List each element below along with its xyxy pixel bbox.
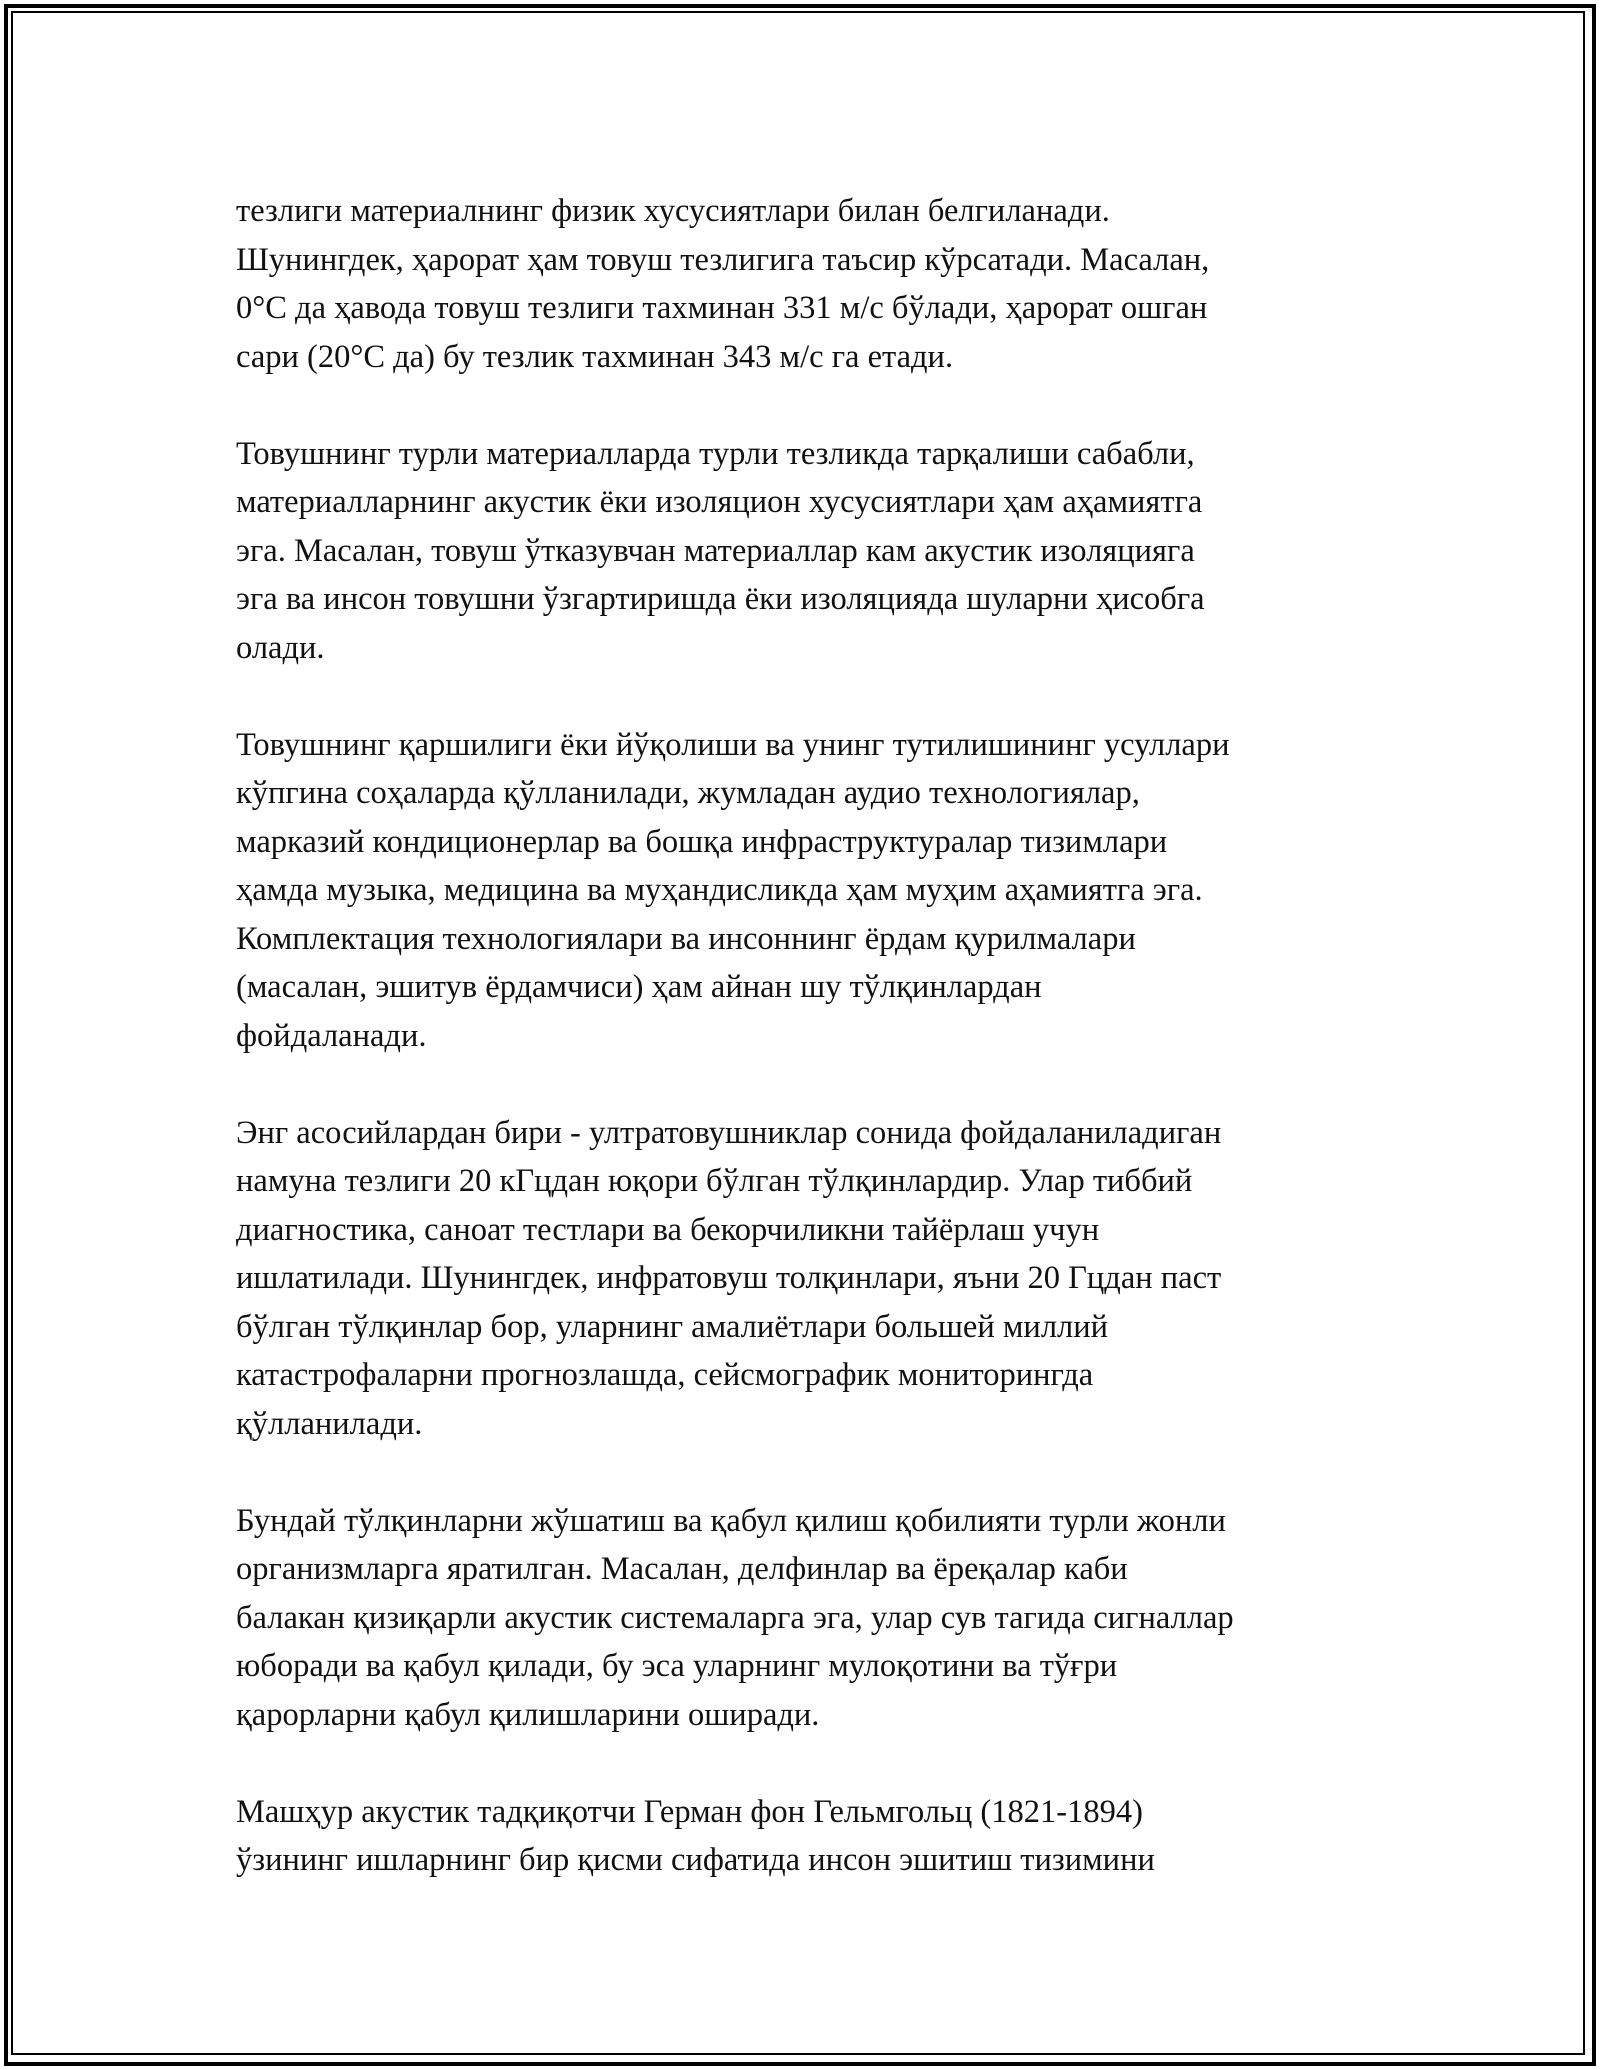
- paragraph-1: [236, 187, 1376, 381]
- text-line: Комплектация технологиялари ва инсоннинг ёрдам қурилмалари: [236, 920, 1136, 957]
- document-body: [236, 187, 1376, 1933]
- text-line: ишлатилади. Шунингдек, инфратовуш толқинлари, яъни 20 Гцдан паст: [236, 1260, 1222, 1296]
- text-line: эга ва инсон товушни ўзгартиришда ёки изоляцияда шуларни ҳисобга: [236, 581, 1205, 617]
- paragraph-2: [236, 430, 1376, 673]
- text-line: организмларга яратилган. Масалан, делфинлар ва ёреқалар каби: [236, 1551, 1128, 1587]
- text-line: катастрофаларни прогнозлашда, сейсмографик мониторингда: [236, 1357, 1094, 1393]
- text-line: кўпгина соҳаларда қўлланилади, жумладан аудио технологиялар,: [236, 775, 1140, 811]
- text-line: намуна тезлиги 20 кГцдан юқори бўлган тўлқинлардир. Улар тиббий: [236, 1163, 1193, 1199]
- paragraph-6: [236, 1788, 1376, 1885]
- text-line: эга. Масалан, товуш ўтказувчан материаллар кам акустик изоляцияга: [236, 532, 1195, 569]
- paragraph-4: [236, 1109, 1376, 1449]
- text-line: қарорларни қабул қилишларини оширади.: [236, 1696, 820, 1733]
- text-line: ўзининг ишларнинг бир қисми сифатида инсон эшитиш тизимини: [236, 1842, 1155, 1878]
- text-line: Машҳур акустик тадқиқотчи Герман фон Гельмгольц (1821-1894): [236, 1793, 1143, 1830]
- text-line: фойдаланади.: [236, 1017, 427, 1054]
- paragraph-3: [236, 721, 1376, 1061]
- text-line: балакан қизиқарли акустик системаларга эга, улар сув тагида сигналлар: [236, 1599, 1234, 1636]
- text-line: олади.: [236, 629, 325, 666]
- paragraph-5: [236, 1497, 1376, 1740]
- text-line: сари (20°C да) бу тезлик тахминан 343 м/с га етади.: [236, 338, 954, 375]
- text-line: Товушнинг турли материалларда турли тезликда тарқалиши сабабли,: [236, 435, 1195, 472]
- text-line: Энг асосийлардан бири - ултратовушниклар сонида фойдаланиладиган: [236, 1114, 1222, 1151]
- text-line: бўлган тўлқинлар бор, уларнинг амалиётлари большей миллий: [236, 1308, 1109, 1345]
- text-line: (масалан, эшитув ёрдамчиси) ҳам айнан шу тўлқинлардан: [236, 969, 1042, 1005]
- text-line: Бундай тўлқинларни жўшатиш ва қабул қилиш қобилияти турли жонли: [236, 1502, 1226, 1539]
- text-line: Товушнинг қаршилиги ёки йўқолиши ва унинг тутилишининг усуллари: [236, 726, 1230, 763]
- text-line: қўлланилади.: [236, 1405, 423, 1442]
- text-line: тезлиги материалнинг физик хусусиятлари билан белгиланади.: [236, 193, 1110, 229]
- text-line: юборади ва қабул қилади, бу эса уларнинг мулоқотини ва тўғри: [236, 1648, 1118, 1684]
- text-line: материалларнинг акустик ёки изоляцион хусусиятлари ҳам аҳамиятга: [236, 484, 1203, 520]
- text-line: 0°C да ҳавода товуш тезлиги тахминан 331 м/с бўлади, ҳарорат ошган: [236, 290, 1208, 326]
- text-line: Шунингдек, ҳарорат ҳам товуш тезлигига таъсир кўрсатади. Масалан,: [236, 241, 1210, 278]
- text-line: диагностика, саноат тестлари ва бекорчиликни тайёрлаш учун: [236, 1211, 1100, 1248]
- text-line: ҳамда музыка, медицина ва муҳандисликда ҳам муҳим аҳамиятга эга.: [236, 872, 1203, 908]
- text-line: марказий кондиционерлар ва бошқа инфраструктуралар тизимлари: [236, 823, 1168, 860]
